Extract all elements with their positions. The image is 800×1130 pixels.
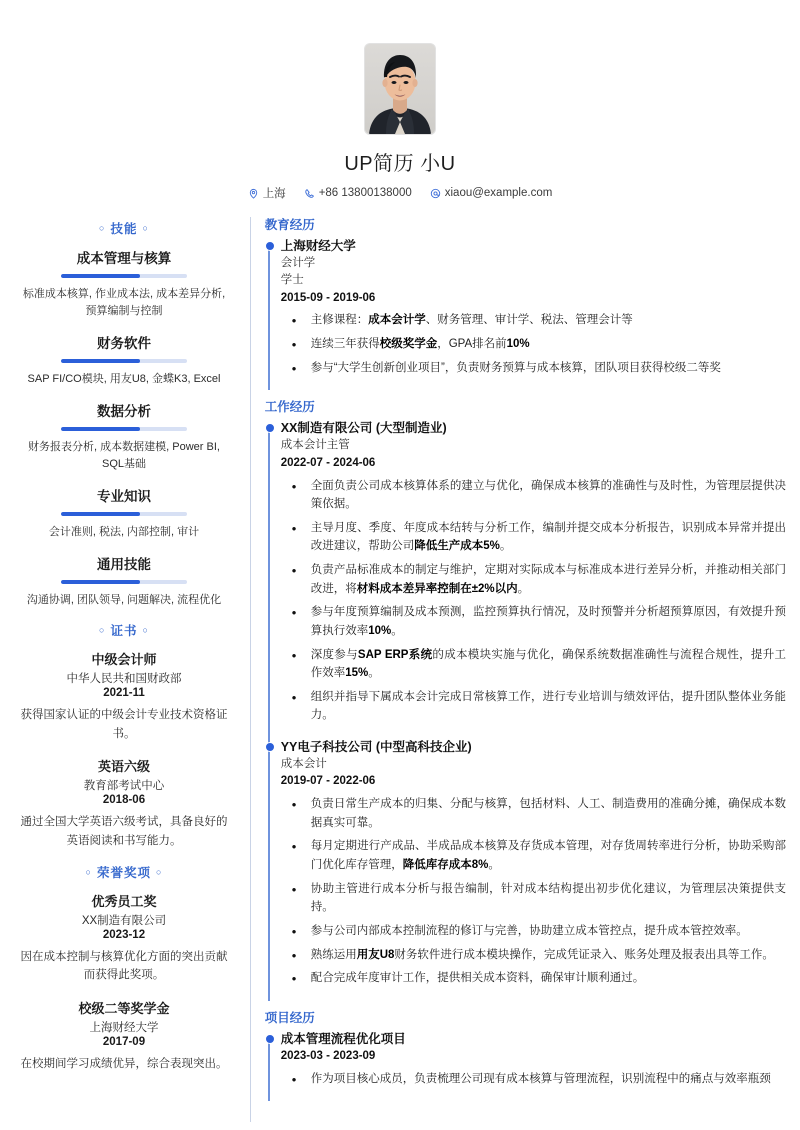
resume-body <box>0 211 800 1122</box>
item-organization: 上海财经大学 <box>89 1021 159 1034</box>
contact-email-text: xiaou@example.com <box>444 187 553 199</box>
bullet-item: • 参与“大学生创新创业项目”，负责财务预算与成本核算，团队项目获得校级二等奖 <box>281 359 786 378</box>
item-organization: XX制造有限公司 <box>81 914 167 927</box>
circle-decoration-icon: ○ <box>142 625 149 636</box>
work-timeline <box>265 419 786 1001</box>
bullet-item: • 协助主管进行成本分析与报告编制，针对成本结构提出初步优化建议，为管理层决策提供支持。 <box>281 880 786 917</box>
entry-title: YY电子科技公司 (中型高科技企业) <box>280 740 472 754</box>
skill-name: 专业知识 <box>97 489 151 505</box>
sidebar-heading-skills <box>16 219 232 237</box>
skill-level-fill <box>61 274 140 278</box>
education-timeline <box>265 237 786 390</box>
skill-level-bar <box>61 274 187 278</box>
certificate-item <box>16 756 232 850</box>
avatar-wrapper <box>0 44 800 134</box>
resume-header <box>0 0 800 211</box>
entry-bullets <box>281 795 786 988</box>
entry-position: 成本会计主管 <box>280 439 350 452</box>
skill-description: 会计准则, 税法, 内部控制, 审计 <box>48 526 200 539</box>
contact-phone <box>304 187 412 199</box>
bullet-item: • 主修课程：成本会计学、财务管理、审计学、税法、管理会计等 <box>281 311 786 330</box>
sidebar-awards-title: 荣誉奖项 <box>96 865 151 880</box>
entry-bullets <box>281 477 786 726</box>
entry-bullets <box>281 311 786 377</box>
entry-title: 上海财经大学 <box>280 239 356 253</box>
skill-description: 沟通协调, 团队领导, 问题解决, 流程优化 <box>26 594 222 607</box>
candidate-name: UP简历 小U <box>344 153 456 175</box>
skill-name: 数据分析 <box>97 404 151 420</box>
entry-major: 会计学 <box>280 257 316 270</box>
circle-decoration-icon: ○ <box>99 223 106 233</box>
sidebar <box>0 211 250 1086</box>
skill-item <box>16 485 232 541</box>
skill-level-fill <box>61 427 140 431</box>
entry-date: 2023-03 - 2023-09 <box>280 1049 376 1062</box>
item-name: 中级会计师 <box>91 652 157 668</box>
entry-degree: 学士 <box>280 274 304 287</box>
skill-level-bar <box>61 359 187 363</box>
bullet-item: • 连续三年获得校级奖学金，GPA排名前10% <box>281 335 786 354</box>
bullet-item: • 负责日常生产成本的归集、分配与核算，包括材料、人工、制造费用的准确分摊，确保成本数据真实可靠。 <box>281 795 786 832</box>
section-heading-work: 工作经历 <box>264 400 315 415</box>
education-entry <box>281 237 786 390</box>
item-organization: 中华人民共和国财政部 <box>66 673 182 686</box>
skill-item <box>16 247 232 320</box>
projects-timeline <box>265 1030 786 1102</box>
bullet-item: • 配合完成年度审计工作，提供相关成本资料，确保审计顺利通过。 <box>281 969 786 988</box>
item-name: 优秀员工奖 <box>91 893 157 909</box>
contact-location <box>248 185 286 201</box>
email-at-icon <box>430 188 441 199</box>
certificate-item <box>16 649 232 743</box>
bullet-item: • 负责产品标准成本的制定与维护，定期对实际成本与标准成本进行差异分析，并推动相关部门改进，将材料成本差异率控制在±2%以内。 <box>281 561 786 598</box>
skill-level-fill <box>61 580 140 584</box>
skill-item <box>16 553 232 609</box>
skill-description: SAP FI/CO模块, 用友U8, 金蝶K3, Excel <box>27 373 221 386</box>
section-projects <box>265 1008 786 1102</box>
circle-decoration-icon: ○ <box>142 223 149 233</box>
item-date: 2023-12 <box>102 928 146 941</box>
skill-name: 财务软件 <box>97 336 151 352</box>
entry-title: XX制造有限公司 (大型制造业) <box>280 421 447 436</box>
phone-icon <box>304 188 315 199</box>
contact-location-text: 上海 <box>262 188 286 200</box>
section-heading-education: 教育经历 <box>264 218 315 232</box>
skill-description: 标准成本核算, 作业成本法, 成本差异分析, 预算编制与控制 <box>22 288 226 318</box>
main-content <box>251 211 800 1108</box>
contact-email <box>430 187 553 199</box>
skill-level-bar <box>61 427 187 431</box>
award-item <box>16 998 232 1073</box>
award-item <box>16 891 232 985</box>
item-name: 英语六级 <box>97 759 150 775</box>
entry-position: 成本会计 <box>280 758 327 771</box>
sidebar-heading-awards <box>16 863 232 881</box>
bullet-item: • 全面负责公司成本核算体系的建立与优化，确保成本核算的准确性与及时性，为管理层提供决策依据。 <box>281 477 786 514</box>
section-work <box>265 397 786 1001</box>
sidebar-heading-certs <box>16 621 232 639</box>
entry-bullets <box>281 1070 786 1089</box>
bullet-item: • 参与年度预算编制及成本预测，监控预算执行情况，及时预警并分析超预算原因，有效提升预算执行效率10%。 <box>281 603 786 640</box>
skill-level-bar <box>61 580 187 584</box>
skills-list <box>16 247 232 609</box>
skill-item <box>16 400 232 473</box>
contact-phone-text: +86 13800138000 <box>318 187 412 199</box>
circle-decoration-icon: ○ <box>156 866 163 877</box>
item-date: 2018-06 <box>102 794 146 807</box>
skill-level-fill <box>61 512 140 516</box>
bullet-item: • 组织并指导下属成本会计完成日常核算工作，进行专业培训与绩效评估，提升团队整体业务能力。 <box>281 688 786 725</box>
sidebar-certs-title: 证书 <box>110 624 138 639</box>
bullet-item: • 每月定期进行产成品、半成品成本核算及存货成本管理，对存货周转率进行分析，协助采购部门优化库存管理，降低库存成本8%。 <box>281 837 786 874</box>
skill-name: 通用技能 <box>97 557 151 573</box>
skill-level-fill <box>61 359 140 363</box>
item-name: 校级二等奖学金 <box>78 1000 170 1016</box>
work-entry <box>281 738 786 1001</box>
certificates-list <box>16 649 232 850</box>
skill-level-bar <box>61 512 187 516</box>
skill-description: 财务报表分析, 成本数据建模, Power BI, SQL基础 <box>28 441 220 471</box>
entry-date: 2019-07 - 2022-06 <box>280 775 376 788</box>
item-description: 获得国家认证的中级会计专业技术资格证书。 <box>20 709 228 740</box>
bullet-item: • 熟练运用用友U8财务软件进行成本模块操作，完成凭证录入、账务处理及报表出具等工作。 <box>281 946 786 965</box>
bullet-item: • 作为项目核心成员，负责梳理公司现有成本核算与管理流程，识别流程中的痛点与效率瓶颈 <box>281 1070 786 1089</box>
section-education <box>265 215 786 390</box>
item-description: 因在成本控制与核算优化方面的突出贡献而获得此奖项。 <box>20 950 228 982</box>
contact-row <box>0 185 800 201</box>
item-date: 2021-11 <box>103 687 145 700</box>
project-entry <box>281 1030 786 1102</box>
bullet-item: • 主导月度、季度、年度成本结转与分析工作，编制并提交成本分析报告，识别成本异常并提出改进建议，帮助公司降低生产成本5%。 <box>281 519 786 556</box>
circle-decoration-icon: ○ <box>85 866 92 877</box>
awards-list <box>16 891 232 1073</box>
item-date: 2017-09 <box>102 1035 146 1048</box>
work-entry <box>281 419 786 738</box>
circle-decoration-icon: ○ <box>99 625 106 636</box>
entry-date: 2022-07 - 2024-06 <box>280 456 376 469</box>
item-description: 通过全国大学英语六级考试，具备良好的英语阅读和书写能力。 <box>20 816 228 847</box>
location-pin-icon <box>248 188 259 199</box>
section-heading-projects: 项目经历 <box>264 1010 315 1025</box>
sidebar-skills-title: 技能 <box>110 222 138 236</box>
entry-title: 成本管理流程优化项目 <box>280 1031 406 1046</box>
bullet-item: • 深度参与SAP ERP系统的成本模块实施与优化，确保系统数据准确性与流程合规性，提升工作效率15%。 <box>281 646 786 683</box>
item-description: 在校期间学习成绩优异，综合表现突出。 <box>20 1057 228 1070</box>
skill-name: 成本管理与核算 <box>76 251 172 266</box>
item-organization: 教育部考试中心 <box>83 780 165 793</box>
skill-item <box>16 332 232 388</box>
bullet-item: • 参与公司内部成本控制流程的修订与完善，协助建立成本管控点，提升成本管控效率。 <box>281 922 786 941</box>
avatar <box>365 44 435 134</box>
entry-date: 2015-09 - 2019-06 <box>280 291 376 304</box>
